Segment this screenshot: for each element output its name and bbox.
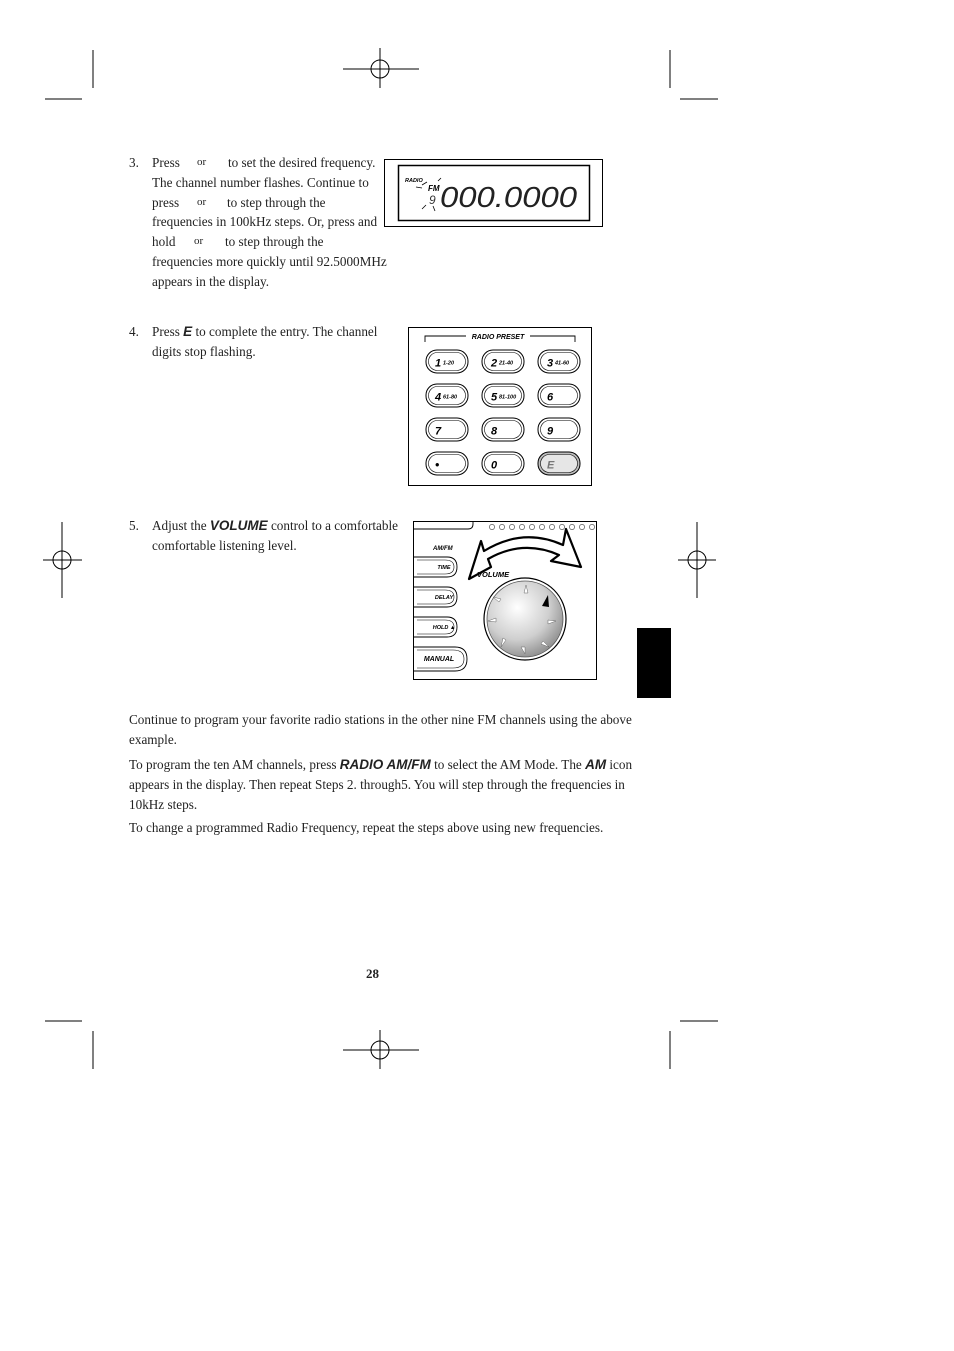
manual-button[interactable]: MANUAL (423, 656, 455, 663)
keypad-key-e[interactable] (538, 452, 580, 475)
section-tab (637, 628, 671, 698)
page-number: 28 (366, 966, 379, 981)
keypad-title: RADIO PRESET (471, 334, 525, 341)
step-4 (129, 322, 389, 364)
keypad-key-4[interactable] (426, 384, 468, 407)
radio-am-fm-key-ref: RADIO AM/FM (339, 757, 431, 772)
radio-label: RADIO (405, 178, 423, 184)
hold-button[interactable]: HOLD ▲ (432, 625, 456, 631)
step-number: 5. (129, 518, 139, 533)
key-digit: 6 (547, 391, 554, 404)
step-number: 3. (129, 155, 139, 170)
step-3-text: Press or to set the desired frequency. The channel number flashes. Continue to press or to step through the frequencies in 100kHz steps. Or, press and hold or to step through the frequencies more quickly until 92.5000MHz appears in the display. (152, 155, 387, 289)
paragraph-change: To change a programmed Radio Frequency, repeat the steps above using new frequencies. (129, 820, 604, 835)
paragraph-am: To program the ten AM channels, press RADIO AM/FM to select the AM Mode. The AM icon appears in the display. Then repeat Steps 2. through5. You will step through the frequencies in 10kHz steps. (129, 757, 633, 812)
keypad-key-dot[interactable] (426, 452, 468, 475)
am-fm-label: AM/FM (433, 546, 453, 552)
key-digit: 5 (491, 391, 498, 404)
paragraph-continue: Continue to program your favorite radio stations in the other nine FM channels using the above example. (129, 712, 632, 747)
step-5 (129, 516, 399, 558)
step-number: 4. (129, 324, 139, 339)
am-icon-ref: AM (585, 757, 607, 772)
key-digit: 2 (491, 357, 498, 370)
channel-digit: 9 (429, 193, 436, 207)
step-5-text: Adjust the VOLUME control to a comfortable comfortable listening level. (152, 518, 399, 553)
keypad-key-5[interactable] (482, 384, 524, 407)
e-key-ref: E (183, 324, 193, 339)
key-range: 81-100 (499, 394, 517, 401)
step-3 (129, 153, 389, 293)
key-digit: 1 (435, 357, 442, 370)
volume-label: VOLUME (477, 570, 510, 579)
keypad-key-2[interactable] (482, 350, 524, 373)
key-digit: E (547, 459, 555, 472)
key-digit: 4 (435, 391, 442, 404)
key-range: 1-20 (443, 360, 455, 367)
key-digit: 3 (547, 357, 554, 370)
keypad-key-3[interactable] (538, 350, 580, 373)
key-digit: 0 (491, 459, 498, 472)
keypad-key-0[interactable] (482, 452, 524, 475)
key-range: 41-60 (555, 360, 570, 367)
volume-panel-illustration (413, 521, 597, 681)
radio-preset-keypad-illustration (408, 327, 592, 487)
band-indicator: FM (428, 184, 440, 193)
key-digit: 7 (435, 425, 442, 438)
delay-button[interactable]: DELAY (434, 595, 454, 601)
radio-display-illustration (384, 159, 603, 227)
keypad-key-7[interactable] (426, 418, 468, 441)
time-button[interactable]: TIME (437, 565, 451, 571)
keypad-key-6[interactable] (538, 384, 580, 407)
frequency-readout: 000.0000 (440, 182, 577, 214)
keypad-key-1[interactable] (426, 350, 468, 373)
key-range: 21-40 (499, 360, 514, 367)
keypad-key-8[interactable] (482, 418, 524, 441)
key-range: 61-80 (443, 394, 458, 401)
key-digit: • (435, 457, 440, 472)
step-4-text: Press E to complete the entry. The channel digits stop flashing. (152, 324, 378, 359)
key-digit: 8 (491, 425, 498, 438)
volume-key-ref: VOLUME (209, 518, 268, 533)
key-digit: 9 (547, 425, 554, 438)
keypad-key-9[interactable] (538, 418, 580, 441)
